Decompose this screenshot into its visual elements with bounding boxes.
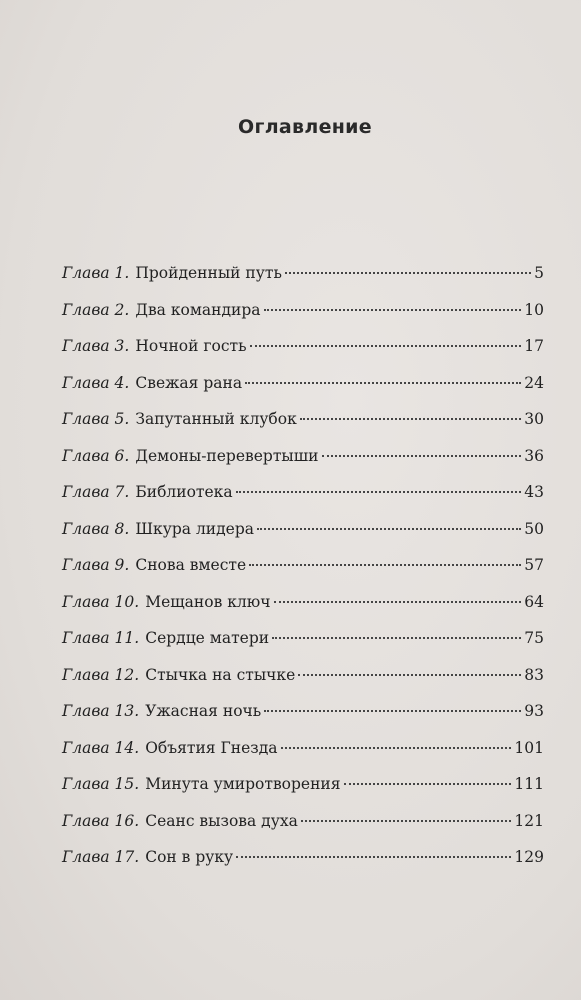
chapter-label: Глава 13.	[62, 702, 140, 720]
toc-entry	[62, 702, 544, 739]
chapter-label: Глава 4.	[62, 373, 130, 392]
chapter-title: Два командира	[135, 300, 261, 319]
chapter-page-number: 75	[524, 629, 544, 647]
toc-entry	[62, 337, 544, 374]
toc-entry	[62, 264, 544, 301]
dot-leader	[245, 382, 521, 384]
toc-entry	[62, 556, 544, 593]
toc-entry	[62, 301, 544, 338]
chapter-page-number: 24	[524, 373, 544, 392]
chapter-title: Пройденный путь	[135, 264, 282, 282]
toc-entry	[62, 775, 544, 812]
dot-leader	[249, 564, 521, 566]
chapter-page-number: 10	[524, 300, 544, 319]
page-title: Оглавление	[238, 116, 372, 138]
dot-leader	[285, 272, 531, 274]
toc-entry	[62, 483, 544, 520]
toc-entry	[62, 374, 544, 411]
dot-leader	[274, 601, 522, 603]
dot-leader	[301, 820, 512, 822]
toc-entry	[62, 520, 544, 557]
chapter-label: Глава 10.	[62, 592, 140, 611]
chapter-label: Глава 8.	[62, 519, 130, 538]
dot-leader	[236, 491, 522, 493]
chapter-label: Глава 2.	[62, 300, 130, 319]
chapter-title: Сон в руку	[145, 848, 234, 866]
chapter-title: Библиотека	[135, 483, 233, 501]
chapter-title: Ночной гость	[135, 337, 247, 355]
chapter-title: Снова вместе	[135, 556, 247, 574]
chapter-title: Сеанс вызова духа	[145, 811, 298, 830]
chapter-title: Демоны-перевертыши	[135, 446, 319, 465]
chapter-page-number: 129	[514, 848, 544, 866]
toc-entry	[62, 666, 544, 703]
dot-leader	[264, 710, 521, 712]
chapter-label: Глава 6.	[62, 446, 130, 465]
chapter-label: Глава 3.	[62, 337, 130, 355]
chapter-title: Минута умиротворения	[145, 775, 341, 793]
toc-entry	[62, 812, 544, 849]
chapter-label: Глава 9.	[62, 556, 130, 574]
chapter-page-number: 50	[524, 519, 544, 538]
chapter-title: Мещанов ключ	[145, 592, 271, 611]
chapter-page-number: 5	[534, 264, 544, 282]
toc-entry	[62, 447, 544, 484]
chapter-page-number: 36	[524, 446, 544, 465]
chapter-page-number: 57	[524, 556, 544, 574]
chapter-page-number: 121	[514, 811, 544, 830]
chapter-page-number: 93	[524, 702, 544, 720]
chapter-label: Глава 16.	[62, 811, 140, 830]
chapter-title: Ужасная ночь	[145, 702, 262, 720]
chapter-title: Объятия Гнезда	[145, 738, 278, 757]
chapter-label: Глава 5.	[62, 410, 130, 428]
chapter-title: Запутанный клубок	[135, 410, 297, 428]
chapter-label: Глава 1.	[62, 264, 130, 282]
chapter-label: Глава 14.	[62, 738, 140, 757]
toc-entry	[62, 629, 544, 666]
chapter-page-number: 101	[514, 738, 544, 757]
chapter-page-number: 17	[524, 337, 544, 355]
dot-leader	[344, 783, 512, 785]
chapter-title: Шкура лидера	[135, 519, 255, 538]
chapter-label: Глава 7.	[62, 483, 130, 501]
dot-leader	[300, 418, 521, 420]
chapter-page-number: 30	[524, 410, 544, 428]
chapter-label: Глава 12.	[62, 665, 140, 684]
dot-leader	[264, 309, 522, 311]
chapter-page-number: 83	[524, 665, 544, 684]
toc-entry	[62, 739, 544, 776]
dot-leader	[322, 455, 522, 457]
chapter-page-number: 111	[514, 775, 544, 793]
table-of-contents	[62, 264, 544, 885]
dot-leader	[236, 856, 511, 858]
dot-leader	[250, 345, 522, 347]
chapter-title: Свежая рана	[135, 373, 243, 392]
chapter-page-number: 64	[524, 592, 544, 611]
chapter-label: Глава 17.	[62, 848, 140, 866]
toc-entry	[62, 593, 544, 630]
chapter-page-number: 43	[524, 483, 544, 501]
dot-leader	[298, 674, 521, 676]
dot-leader	[272, 637, 521, 639]
chapter-title: Сердце матери	[145, 629, 270, 647]
chapter-title: Стычка на стычке	[145, 665, 296, 684]
dot-leader	[257, 528, 521, 530]
chapter-label: Глава 15.	[62, 775, 140, 793]
dot-leader	[281, 747, 512, 749]
toc-entry	[62, 410, 544, 447]
toc-entry	[62, 848, 544, 885]
chapter-label: Глава 11.	[62, 629, 140, 647]
